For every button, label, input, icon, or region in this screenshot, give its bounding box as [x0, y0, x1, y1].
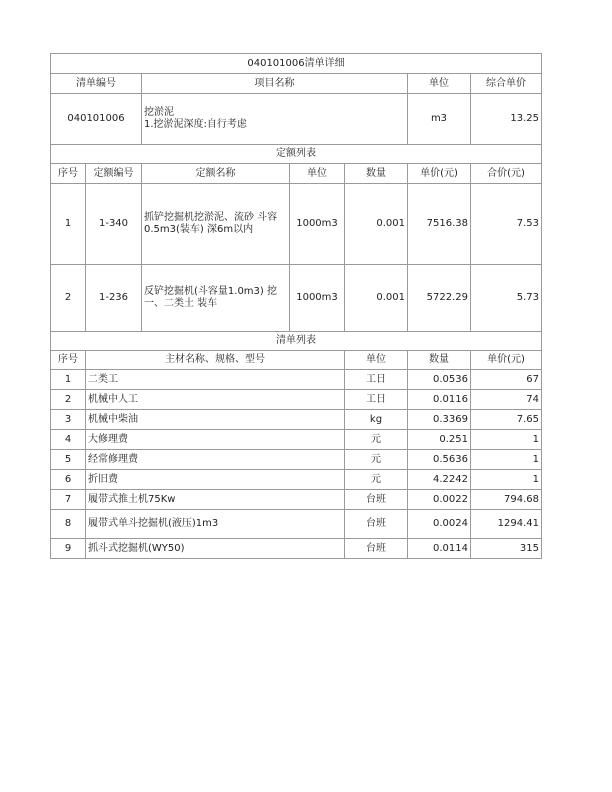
quota-name: 抓铲挖掘机挖淤泥、流砂 斗容0.5m3(装车) 深6m以内 — [142, 184, 290, 265]
quota-total: 5.73 — [471, 265, 542, 332]
item-name-line1: 挖淤泥 — [144, 107, 174, 118]
list-price: 1294.41 — [471, 510, 542, 539]
item-name-line2: 1.挖淤泥深度:自行考虑 — [144, 119, 247, 130]
list-header-row — [51, 351, 542, 370]
quota-header-code: 定额编号 — [86, 164, 142, 184]
quota-no: 2 — [51, 265, 86, 332]
list-row — [51, 430, 542, 450]
list-unit: 台班 — [345, 490, 408, 510]
list-price: 74 — [471, 390, 542, 410]
list-unit: 台班 — [345, 539, 408, 559]
list-unit: 元 — [345, 470, 408, 490]
quota-header-row — [51, 164, 542, 184]
item-unit: m3 — [408, 94, 471, 145]
quota-section-title: 定额列表 — [51, 145, 542, 164]
list-name: 二类工 — [86, 370, 345, 390]
item-code: 040101006 — [51, 94, 142, 145]
quota-row — [51, 184, 542, 265]
list-no: 3 — [51, 410, 86, 430]
bill-detail-table — [50, 53, 542, 559]
quota-name: 反铲挖掘机(斗容量1.0m3) 挖一、二类土 装车 — [142, 265, 290, 332]
list-unit: 工日 — [345, 370, 408, 390]
list-no: 5 — [51, 450, 86, 470]
list-name: 抓斗式挖掘机(WY50) — [86, 539, 345, 559]
list-name: 折旧费 — [86, 470, 345, 490]
header-unit: 单位 — [408, 74, 471, 94]
item-header-row — [51, 74, 542, 94]
quota-row — [51, 265, 542, 332]
list-no: 6 — [51, 470, 86, 490]
list-qty: 0.0116 — [408, 390, 471, 410]
list-qty: 0.0114 — [408, 539, 471, 559]
list-unit: 元 — [345, 450, 408, 470]
list-no: 7 — [51, 490, 86, 510]
item-name — [142, 94, 408, 145]
list-qty: 0.0022 — [408, 490, 471, 510]
list-name: 经常修理费 — [86, 450, 345, 470]
list-header-qty: 数量 — [408, 351, 471, 370]
list-row — [51, 390, 542, 410]
quota-section-title-row — [51, 145, 542, 164]
list-name: 大修理费 — [86, 430, 345, 450]
list-name: 机械中人工 — [86, 390, 345, 410]
list-row — [51, 450, 542, 470]
list-unit: 元 — [345, 430, 408, 450]
list-unit: 台班 — [345, 510, 408, 539]
quota-unit: 1000m3 — [290, 265, 345, 332]
quota-header-name: 定额名称 — [142, 164, 290, 184]
quota-code: 1-340 — [86, 184, 142, 265]
list-row — [51, 510, 542, 539]
quota-unit: 1000m3 — [290, 184, 345, 265]
list-no: 4 — [51, 430, 86, 450]
list-no: 8 — [51, 510, 86, 539]
quota-header-qty: 数量 — [345, 164, 408, 184]
list-row — [51, 490, 542, 510]
quota-qty: 0.001 — [345, 265, 408, 332]
list-header-unit: 单位 — [345, 351, 408, 370]
list-name: 机械中柴油 — [86, 410, 345, 430]
list-unit: kg — [345, 410, 408, 430]
header-code: 清单编号 — [51, 74, 142, 94]
list-row — [51, 539, 542, 559]
list-qty: 0.251 — [408, 430, 471, 450]
quota-code: 1-236 — [86, 265, 142, 332]
quota-total: 7.53 — [471, 184, 542, 265]
list-price: 315 — [471, 539, 542, 559]
list-qty: 0.0024 — [408, 510, 471, 539]
list-no: 9 — [51, 539, 86, 559]
list-price: 1 — [471, 450, 542, 470]
list-row — [51, 370, 542, 390]
list-section-title-row — [51, 332, 542, 351]
list-row — [51, 470, 542, 490]
list-price: 1 — [471, 470, 542, 490]
quota-header-price: 单价(元) — [408, 164, 471, 184]
list-section-title: 清单列表 — [51, 332, 542, 351]
list-qty: 0.5636 — [408, 450, 471, 470]
item-row — [51, 94, 542, 145]
quota-header-unit: 单位 — [290, 164, 345, 184]
quota-qty: 0.001 — [345, 184, 408, 265]
item-price: 13.25 — [471, 94, 542, 145]
list-price: 67 — [471, 370, 542, 390]
list-row — [51, 410, 542, 430]
list-price: 7.65 — [471, 410, 542, 430]
table-title: 040101006清单详细 — [51, 54, 542, 74]
title-row — [51, 54, 542, 74]
quota-price: 7516.38 — [408, 184, 471, 265]
list-unit: 工日 — [345, 390, 408, 410]
quota-no: 1 — [51, 184, 86, 265]
list-price: 1 — [471, 430, 542, 450]
quota-price: 5722.29 — [408, 265, 471, 332]
header-price: 综合单价 — [471, 74, 542, 94]
list-header-price: 单价(元) — [471, 351, 542, 370]
list-qty: 4.2242 — [408, 470, 471, 490]
list-no: 2 — [51, 390, 86, 410]
list-qty: 0.3369 — [408, 410, 471, 430]
list-name: 履带式推土机75Kw — [86, 490, 345, 510]
list-name: 履带式单斗挖掘机(液压)1m3 — [86, 510, 345, 539]
list-price: 794.68 — [471, 490, 542, 510]
quota-header-total: 合价(元) — [471, 164, 542, 184]
list-qty: 0.0536 — [408, 370, 471, 390]
header-name: 项目名称 — [142, 74, 408, 94]
list-no: 1 — [51, 370, 86, 390]
list-header-no: 序号 — [51, 351, 86, 370]
list-header-name: 主材名称、规格、型号 — [86, 351, 345, 370]
quota-header-no: 序号 — [51, 164, 86, 184]
